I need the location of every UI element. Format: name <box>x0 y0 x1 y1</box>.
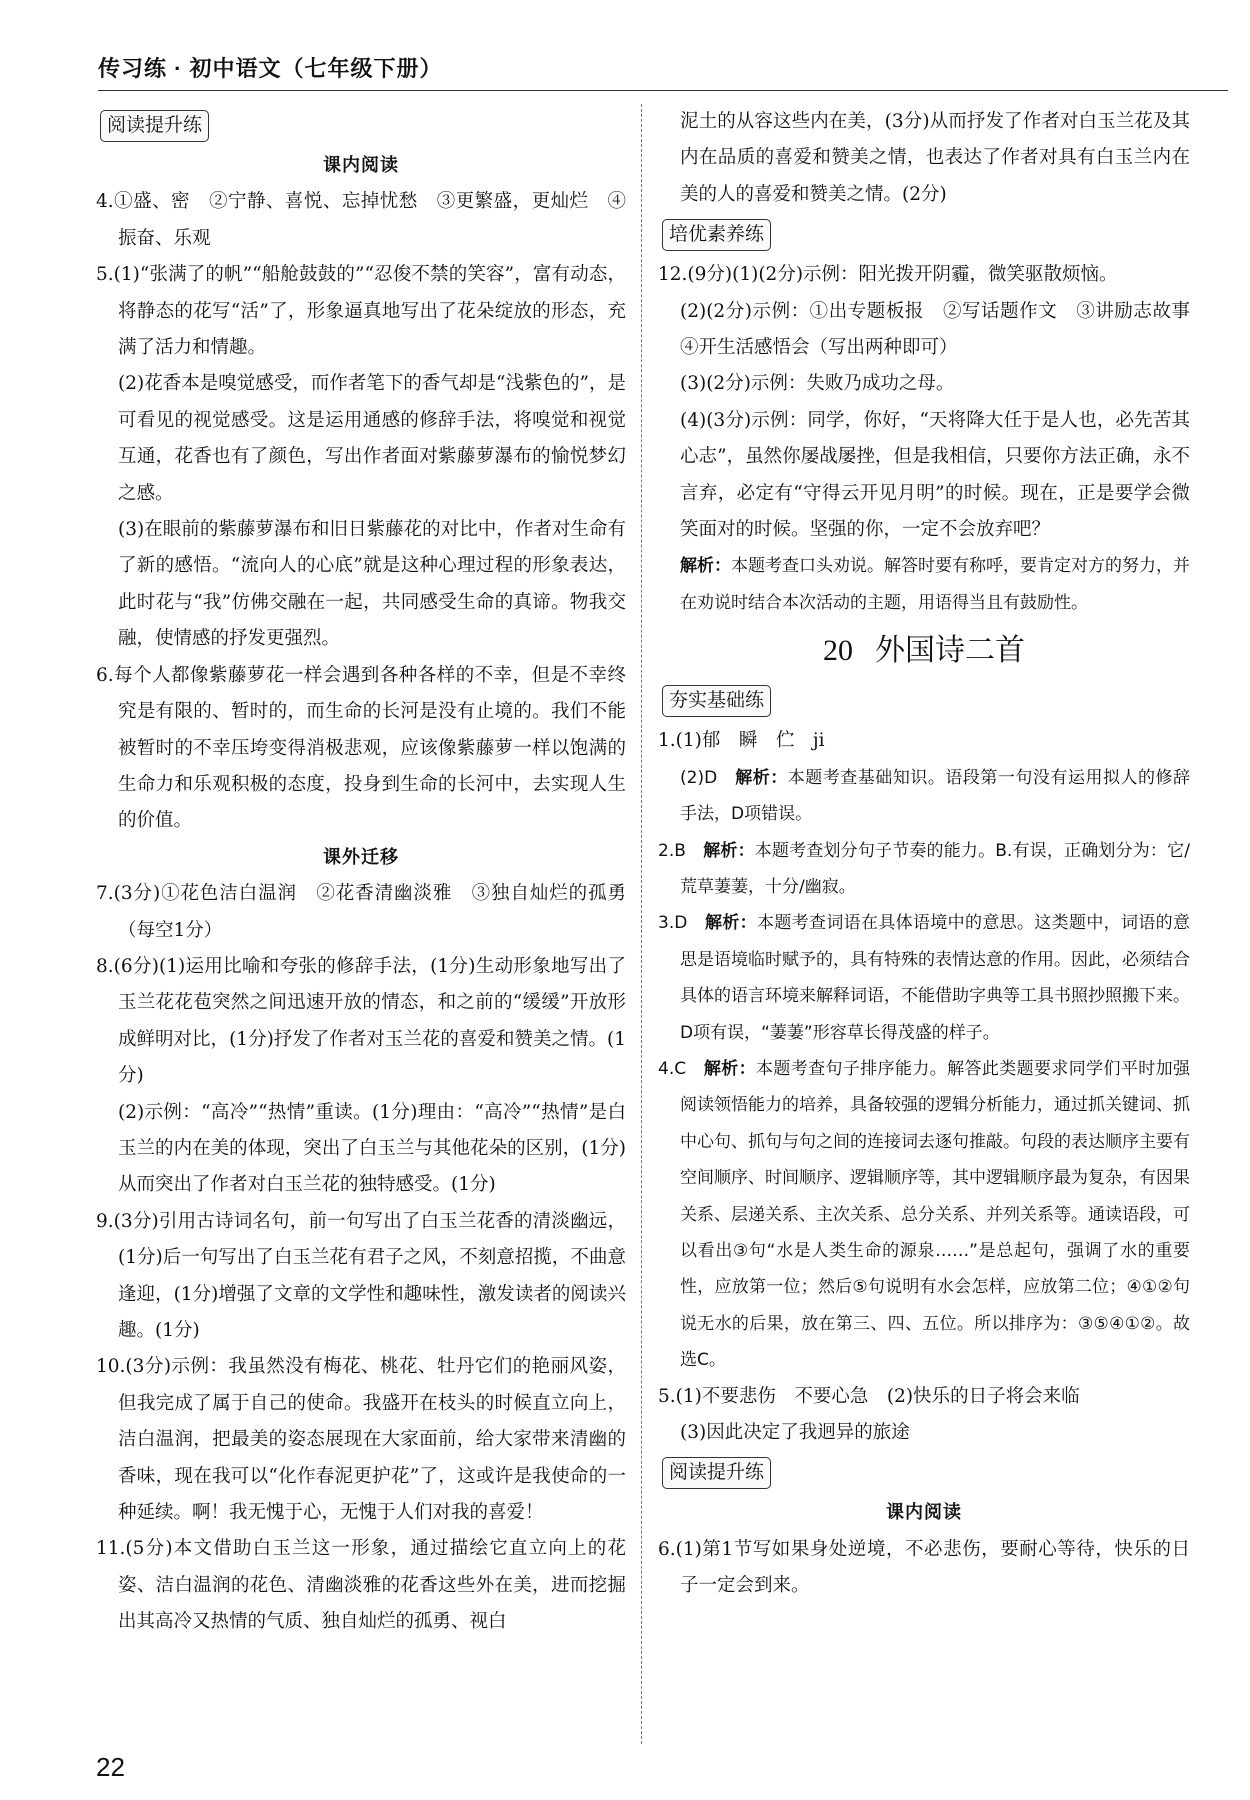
answer-4: 4.①盛、密 ②宁静、喜悦、忘掉忧愁 ③更繁盛，更灿烂 ④振奋、乐观 <box>96 191 626 249</box>
answer-12-2: (2)(2分)示例：①出专题板报 ②写话题作文 ③讲励志故事 ④开生活感悟会（写出两种即可） <box>680 300 1209 359</box>
answer-b6: 6.(1)第1节写如果身处逆境，不必悲伤，要耐心等待，快乐的日子一定会到来。 <box>658 1538 1190 1597</box>
analysis-text: 本题考查基础知识。语段第一句没有运用拟人的修辞手法，D项错误。 <box>680 767 1191 825</box>
analysis-label: 解析： <box>704 913 757 934</box>
right-column <box>658 104 1209 1605</box>
page-number: 22 <box>96 1752 125 1782</box>
analysis-label: 解析： <box>680 556 731 577</box>
answer-9: 9.(3分)引用古诗词名句，前一句写出了白玉兰花香的清淡幽远，(1分)后一句写出了白玉兰花有君子之风，不刻意招揽，不曲意逢迎，(1分)增强了文章的文学性和趣味性，激发读者的阅读兴趣。(1分) <box>96 1210 626 1341</box>
lesson-title <box>658 629 1190 673</box>
answer-head: 4.C <box>658 1058 704 1079</box>
answer-b5-2: (3)因此决定了我迥异的旅途 <box>680 1422 910 1443</box>
answer-b4 <box>658 1051 1190 1379</box>
subheading-extra: 课外迁移 <box>323 846 399 868</box>
analysis-text: 本题考查划分句子节奏的能力。B.有误，正确划分为：它/荒草萋萋，十分/幽寂。 <box>680 840 1191 897</box>
analysis-label: 解析： <box>703 1058 756 1079</box>
answer-10: 10.(3分)示例：我虽然没有梅花、桃花、牡丹它们的艳丽风姿，但我完成了属于自己的使命。我盛开在枝头的时候直立向上，洁白温润，把最美的姿态展现在大家面前，给大家带来清幽的香味，现在我可以“化作春泥更护花”了，这或许是我使命的一种延续。啊！我无愧于心，无愧于人们对我的喜爱！ <box>96 1356 626 1524</box>
analysis-text: 本题考查口头劝说。解答时要有称呼，要肯定对方的努力，并在劝说时结合本次活动的主题，用语得当且有鼓励性。 <box>680 556 1190 613</box>
answer-8-2: (2)示例：“高冷”“热情”重读。(1分)理由：“高冷”“热情”是白玉兰的内在美的体现，突出了白玉兰与其他花朵的区别，(1分)从而突出了作者对白玉兰花的独特感受。(1分) <box>118 1101 626 1196</box>
left-column <box>96 104 626 1641</box>
answer-12-1: 12.(9分)(1)(2分)示例：阳光拨开阴霾，微笑驱散烦恼。 <box>658 264 1118 286</box>
lesson-name: 外国诗二首 <box>875 633 1025 669</box>
answer-head: 3.D <box>658 913 705 934</box>
answer-12-3: (3)(2分)示例：失败乃成功之母。 <box>680 373 955 395</box>
section-box-reading-2: 阅读提升练 <box>662 1457 771 1489</box>
answer-12-4: (4)(3分)示例：同学，你好，“天将降大任于是人也，必先苦其心志”，虽然你屡战屡挫，但是我相信，只要你方法正确，永不言弃，必定有“守得云开见月明”的时候。现在，正是要学会微笑面对的时候。坚强的你，一定不会放弃吧？ <box>680 409 1190 541</box>
answer-head: 2.B <box>658 840 704 861</box>
answer-5-1: 5.(1)“张满了的帆”“船舱鼓鼓的”“忍俊不禁的笑容”，富有动态，将静态的花写“活”了，形象逼真地写出了花朵绽放的形态，充满了活力和情趣。 <box>96 264 626 359</box>
answer-7: 7.(3分)①花色洁白温润 ②花香清幽淡雅 ③独自灿烂的孤勇（每空1分） <box>96 883 626 941</box>
header-rule <box>98 90 1228 91</box>
answer-8-1: 8.(6分)(1)运用比喻和夸张的修辞手法，(1分)生动形象地写出了玉兰花花苞突然之间迅速开放的情态，和之前的“缓缓”开放形成鲜明对比，(1分)抒发了作者对玉兰花的喜爱和赞美之情。(1分) <box>96 955 626 1087</box>
subheading-in-class: 课内阅读 <box>323 155 399 176</box>
answer-b5-1: 5.(1)不要悲伤 不要心急 (2)快乐的日子将会来临 <box>658 1385 1080 1407</box>
column-divider <box>641 104 642 1744</box>
answer-b1-1: 1.(1)郁 瞬 伫 ji <box>658 730 825 752</box>
answer-b3 <box>658 905 1190 1051</box>
section-box-basic: 夯实基础练 <box>662 685 771 717</box>
answer-b2 <box>658 833 1190 906</box>
answer-b1-2 <box>658 760 1190 833</box>
page-header: 传习练 · 初中语文（七年级下册） <box>98 56 443 81</box>
section-box-advanced: 培优素养练 <box>662 219 771 251</box>
answer-head: (2)D <box>680 767 736 788</box>
subheading-in-class-2: 课内阅读 <box>886 1502 962 1524</box>
answer-11-cont: 泥土的从容这些内在美，(3分)从而抒发了作者对白玉兰花及其内在品质的喜爱和赞美之情，也表达了作者对具有白玉兰内在美的人的喜爱和赞美之情。(2分) <box>680 111 1190 205</box>
answer-6: 6.每个人都像紫藤萝花一样会遇到各种各样的不幸，但是不幸终究是有限的、暂时的，而生命的长河是没有止境的。我们不能被暂时的不幸压垮变得消极悲观，应该像紫藤萝一样以饱满的生命力和乐观积极的态度，投身到生命的长河中，去实现人生的价值。 <box>96 664 626 832</box>
analysis-label: 解析： <box>703 840 755 861</box>
section-box-reading: 阅读提升练 <box>100 110 209 142</box>
analysis-12 <box>658 548 1190 621</box>
answer-5-2: (2)花香本是嗅觉感受，而作者笔下的香气却是“浅紫色的”，是可看见的视觉感受。这是运用通感的修辞手法，将嗅觉和视觉互通，花香也有了颜色，写出作者面对紫藤萝瀑布的愉悦梦幻之感。 <box>118 373 626 504</box>
analysis-text: 本题考查词语在具体语境中的意思。这类题中，词语的意思是语境临时赋予的，具有特殊的表情达意的作用。因此，必须结合具体的语言环境来解释词语，不能借助字典等工具书照抄照搬下来。D项有误，“萋萋”形容草长得茂盛的样子。 <box>680 913 1191 1043</box>
analysis-text: 本题考查句子排序能力。解答此类题要求同学们平时加强阅读领悟能力的培养，具备较强的逻辑分析能力，通过抓关键词、抓中心句、抓句与句之间的连接词去逐句推敲。句段的表达顺序主要有空间顺序、时间顺序、逻辑顺序等，其中逻辑顺序最为复杂，有因果关系、层递关系、主次关系、总分关系、并列关系等。通读语段，可以看出③句“水是人类生命的源泉……”是总起句，强调了水的重要性，应放第一位；然后⑤句说明有水会怎样，应放第二位；④①②句说无水的后果，放在第三、四、五位。所以排序为：③⑤④①②。故选C。 <box>680 1058 1191 1371</box>
answer-5-3: (3)在眼前的紫藤萝瀑布和旧日紫藤花的对比中，作者对生命有了新的感悟。“流向人的心底”就是这种心理过程的形象表达，此时花与“我”仿佛交融在一起，共同感受生命的真谛。物我交融，使情感的抒发更强烈。 <box>118 519 626 650</box>
lesson-number: 20 <box>823 634 853 668</box>
answer-11: 11.(5分)本文借助白玉兰这一形象，通过描绘它直立向上的花姿、洁白温润的花色、清幽淡雅的花香这些外在美，进而挖掘出其高冷又热情的气质、独自灿烂的孤勇、视白 <box>96 1538 626 1633</box>
analysis-label: 解析： <box>735 767 788 788</box>
